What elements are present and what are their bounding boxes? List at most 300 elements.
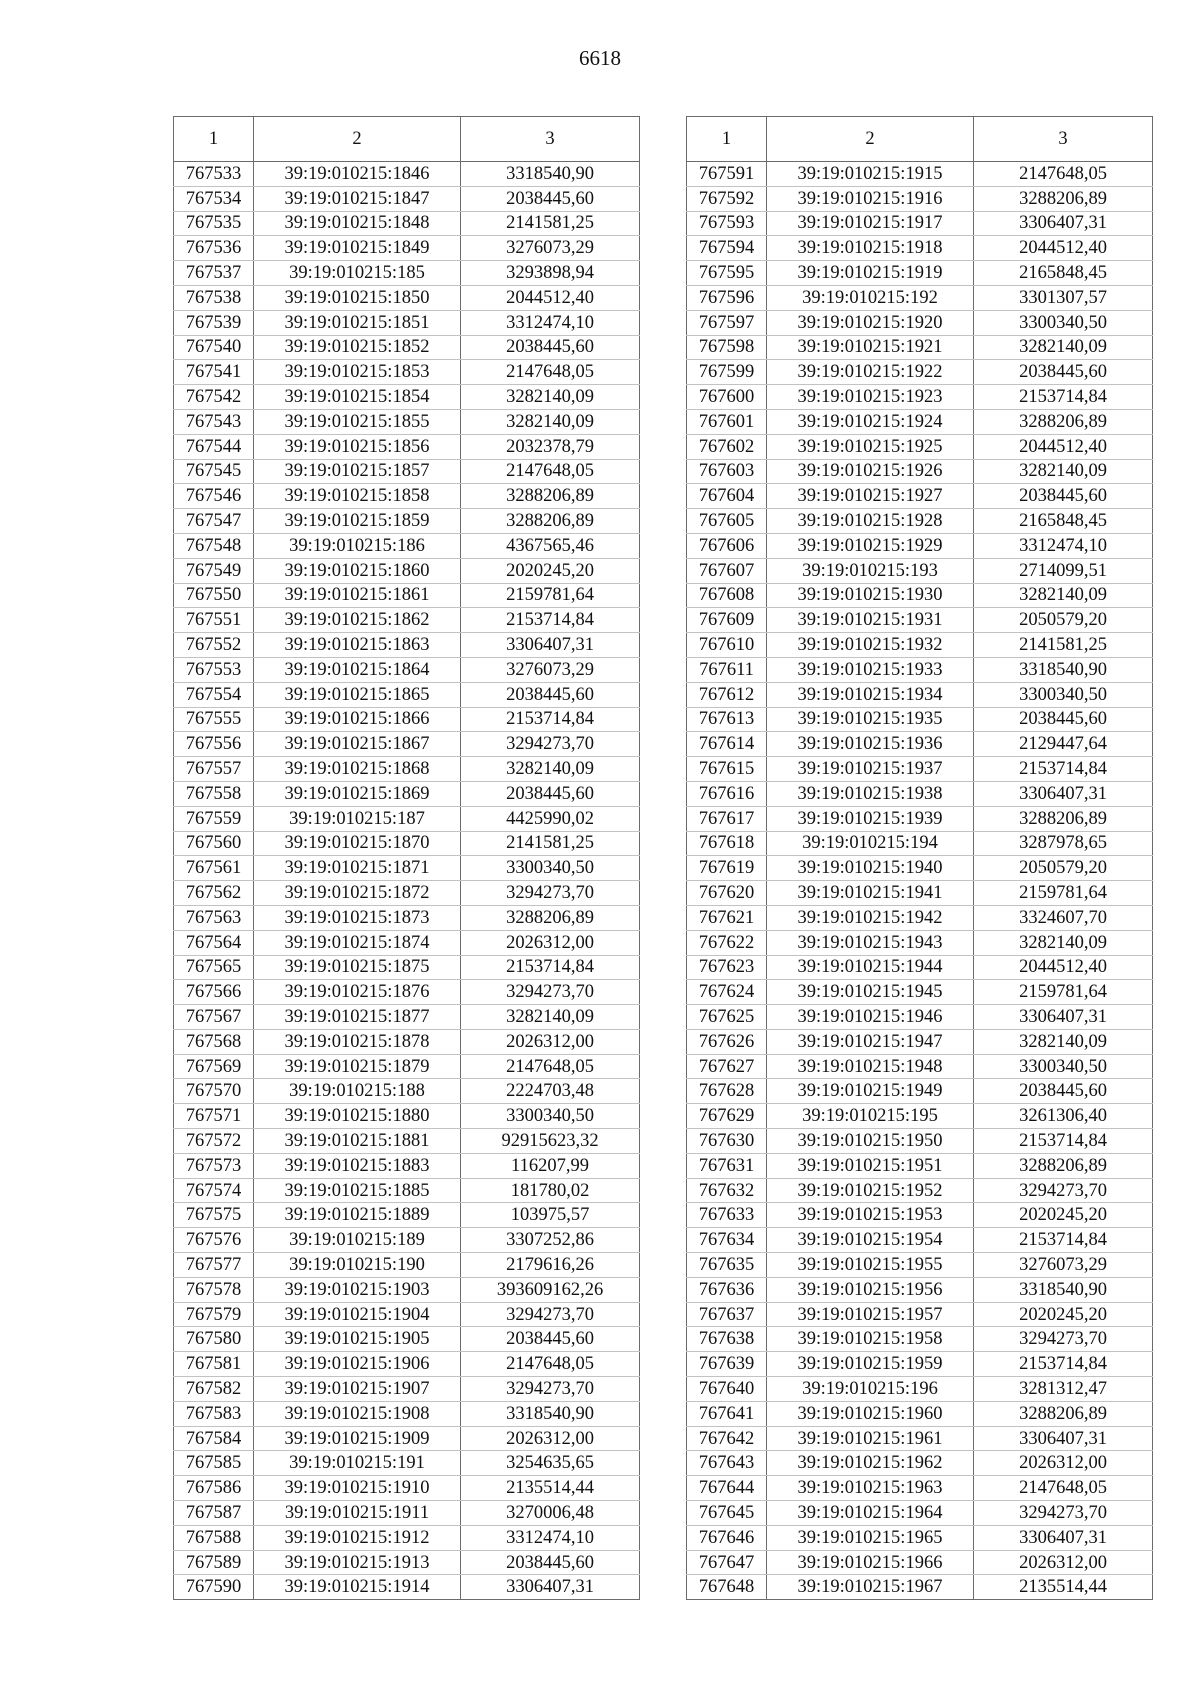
cell-value: 2179616,26: [461, 1253, 640, 1278]
cell-number: 767573: [174, 1153, 254, 1178]
table-row: [687, 1178, 1153, 1203]
cell-cadastral-number: 39:19:010215:1855: [254, 409, 461, 434]
column-header-number: 1: [687, 117, 767, 162]
cell-number: 767631: [687, 1153, 767, 1178]
cell-cadastral-number: 39:19:010215:1954: [767, 1228, 974, 1253]
cell-cadastral-number: 39:19:010215:1853: [254, 360, 461, 385]
table-row: [174, 533, 640, 558]
cell-value: 103975,57: [461, 1203, 640, 1228]
cell-cadastral-number: 39:19:010215:189: [254, 1228, 461, 1253]
cell-number: 767623: [687, 955, 767, 980]
cell-cadastral-number: 39:19:010215:1913: [254, 1550, 461, 1575]
table-row: [174, 856, 640, 881]
cell-number: 767632: [687, 1178, 767, 1203]
cell-cadastral-number: 39:19:010215:1967: [767, 1575, 974, 1600]
table-row: [174, 1178, 640, 1203]
cell-value: 3300340,50: [974, 310, 1153, 335]
cell-cadastral-number: 39:19:010215:1876: [254, 980, 461, 1005]
table-row: [687, 1079, 1153, 1104]
cell-value: 2038445,60: [974, 707, 1153, 732]
table-row: [687, 1377, 1153, 1402]
cell-cadastral-number: 39:19:010215:1854: [254, 385, 461, 410]
cell-number: 767613: [687, 707, 767, 732]
table-row: [687, 335, 1153, 360]
cell-cadastral-number: 39:19:010215:1878: [254, 1029, 461, 1054]
cell-cadastral-number: 39:19:010215:1867: [254, 732, 461, 757]
table-row: [687, 310, 1153, 335]
table-row: [687, 434, 1153, 459]
cell-cadastral-number: 39:19:010215:194: [767, 831, 974, 856]
cell-value: 2224703,48: [461, 1079, 640, 1104]
table-row: [687, 905, 1153, 930]
cell-number: 767605: [687, 509, 767, 534]
table-row: [687, 1253, 1153, 1278]
cell-number: 767591: [687, 162, 767, 187]
table-row: [687, 162, 1153, 187]
registry-table-right: [686, 116, 1153, 1600]
cell-value: 2026312,00: [974, 1550, 1153, 1575]
cell-number: 767638: [687, 1327, 767, 1352]
cell-number: 767567: [174, 1005, 254, 1030]
cell-cadastral-number: 39:19:010215:1880: [254, 1104, 461, 1129]
cell-number: 767575: [174, 1203, 254, 1228]
cell-number: 767637: [687, 1302, 767, 1327]
table-row: [174, 608, 640, 633]
table-row: [174, 1501, 640, 1526]
table-row: [174, 1153, 640, 1178]
cell-cadastral-number: 39:19:010215:1958: [767, 1327, 974, 1352]
cell-value: 2044512,40: [974, 955, 1153, 980]
cell-number: 767619: [687, 856, 767, 881]
cell-number: 767588: [174, 1525, 254, 1550]
cell-value: 3281312,47: [974, 1377, 1153, 1402]
cell-value: 3294273,70: [461, 881, 640, 906]
cell-value: 3282140,09: [974, 335, 1153, 360]
cell-value: 3307252,86: [461, 1228, 640, 1253]
cell-value: 3276073,29: [461, 657, 640, 682]
cell-number: 767635: [687, 1253, 767, 1278]
table-row: [687, 930, 1153, 955]
table-row: [687, 757, 1153, 782]
cell-value: 2050579,20: [974, 608, 1153, 633]
table-row: [174, 1054, 640, 1079]
cell-cadastral-number: 39:19:010215:1889: [254, 1203, 461, 1228]
cell-cadastral-number: 39:19:010215:191: [254, 1451, 461, 1476]
table-row: [687, 1277, 1153, 1302]
cell-number: 767534: [174, 186, 254, 211]
cell-value: 2050579,20: [974, 856, 1153, 881]
cell-number: 767577: [174, 1253, 254, 1278]
cell-value: 2038445,60: [974, 1079, 1153, 1104]
table-row: [687, 583, 1153, 608]
cell-number: 767538: [174, 285, 254, 310]
cell-number: 767578: [174, 1277, 254, 1302]
table-row: [687, 360, 1153, 385]
cell-cadastral-number: 39:19:010215:1907: [254, 1377, 461, 1402]
table-row: [687, 1005, 1153, 1030]
cell-value: 2141581,25: [974, 633, 1153, 658]
cell-cadastral-number: 39:19:010215:186: [254, 533, 461, 558]
cell-value: 2038445,60: [461, 186, 640, 211]
cell-cadastral-number: 39:19:010215:196: [767, 1377, 974, 1402]
cell-value: 3294273,70: [974, 1501, 1153, 1526]
cell-cadastral-number: 39:19:010215:1911: [254, 1501, 461, 1526]
cell-number: 767630: [687, 1129, 767, 1154]
cell-cadastral-number: 39:19:010215:1905: [254, 1327, 461, 1352]
cell-number: 767563: [174, 905, 254, 930]
table-row: [687, 657, 1153, 682]
cell-cadastral-number: 39:19:010215:1859: [254, 509, 461, 534]
table-row: [687, 955, 1153, 980]
table-row: [687, 1153, 1153, 1178]
table-row: [174, 781, 640, 806]
cell-value: 2141581,25: [461, 211, 640, 236]
table-row: [687, 285, 1153, 310]
cell-value: 3306407,31: [974, 781, 1153, 806]
cell-number: 767598: [687, 335, 767, 360]
cell-value: 2147648,05: [461, 1054, 640, 1079]
cell-cadastral-number: 39:19:010215:1928: [767, 509, 974, 534]
table-row: [687, 881, 1153, 906]
cell-number: 767612: [687, 682, 767, 707]
cell-value: 3282140,09: [461, 409, 640, 434]
cell-number: 767562: [174, 881, 254, 906]
table-row: [174, 1129, 640, 1154]
cell-number: 767642: [687, 1426, 767, 1451]
cell-value: 3324607,70: [974, 905, 1153, 930]
table-row: [174, 806, 640, 831]
cell-number: 767570: [174, 1079, 254, 1104]
table-row: [174, 831, 640, 856]
cell-cadastral-number: 39:19:010215:1965: [767, 1525, 974, 1550]
cell-number: 767535: [174, 211, 254, 236]
cell-value: 3288206,89: [461, 905, 640, 930]
table-row: [174, 1525, 640, 1550]
cell-cadastral-number: 39:19:010215:1946: [767, 1005, 974, 1030]
cell-value: 2165848,45: [974, 509, 1153, 534]
cell-value: 3306407,31: [974, 1005, 1153, 1030]
cell-number: 767587: [174, 1501, 254, 1526]
cell-number: 767533: [174, 162, 254, 187]
cell-cadastral-number: 39:19:010215:1930: [767, 583, 974, 608]
cell-value: 3282140,09: [974, 1029, 1153, 1054]
cell-number: 767571: [174, 1104, 254, 1129]
table-row: [174, 905, 640, 930]
cell-number: 767547: [174, 509, 254, 534]
cell-cadastral-number: 39:19:010215:1903: [254, 1277, 461, 1302]
cell-number: 767561: [174, 856, 254, 881]
cell-value: 2153714,84: [974, 1129, 1153, 1154]
cell-value: 3287978,65: [974, 831, 1153, 856]
cell-cadastral-number: 39:19:010215:1883: [254, 1153, 461, 1178]
cell-number: 767606: [687, 533, 767, 558]
cell-number: 767622: [687, 930, 767, 955]
cell-number: 767586: [174, 1476, 254, 1501]
cell-cadastral-number: 39:19:010215:1866: [254, 707, 461, 732]
cell-value: 3306407,31: [461, 1575, 640, 1600]
cell-cadastral-number: 39:19:010215:1966: [767, 1550, 974, 1575]
cell-cadastral-number: 39:19:010215:1960: [767, 1401, 974, 1426]
cell-cadastral-number: 39:19:010215:1933: [767, 657, 974, 682]
cell-cadastral-number: 39:19:010215:1925: [767, 434, 974, 459]
table-row: [174, 385, 640, 410]
table-row: [687, 459, 1153, 484]
cell-number: 767609: [687, 608, 767, 633]
cell-value: 2044512,40: [974, 236, 1153, 261]
page-number: 6618: [579, 46, 621, 70]
cell-number: 767594: [687, 236, 767, 261]
table-row: [687, 831, 1153, 856]
cell-cadastral-number: 39:19:010215:185: [254, 261, 461, 286]
cell-cadastral-number: 39:19:010215:1914: [254, 1575, 461, 1600]
cell-number: 767590: [174, 1575, 254, 1600]
table-row: [687, 1476, 1153, 1501]
cell-value: 3294273,70: [461, 732, 640, 757]
cell-cadastral-number: 39:19:010215:1868: [254, 757, 461, 782]
cell-number: 767558: [174, 781, 254, 806]
cell-value: 3306407,31: [974, 1426, 1153, 1451]
table-row: [687, 1525, 1153, 1550]
cell-cadastral-number: 39:19:010215:1922: [767, 360, 974, 385]
cell-cadastral-number: 39:19:010215:1931: [767, 608, 974, 633]
table-row: [687, 533, 1153, 558]
cell-value: 2141581,25: [461, 831, 640, 856]
cell-value: 2165848,45: [974, 261, 1153, 286]
cell-value: 2147648,05: [461, 360, 640, 385]
cell-number: 767546: [174, 484, 254, 509]
cell-value: 2038445,60: [974, 484, 1153, 509]
cell-number: 767592: [687, 186, 767, 211]
cell-value: 3300340,50: [974, 1054, 1153, 1079]
column-header-value: 3: [974, 117, 1153, 162]
cell-cadastral-number: 39:19:010215:1918: [767, 236, 974, 261]
table-row: [174, 434, 640, 459]
cell-cadastral-number: 39:19:010215:1858: [254, 484, 461, 509]
cell-cadastral-number: 39:19:010215:1962: [767, 1451, 974, 1476]
cell-value: 3276073,29: [461, 236, 640, 261]
cell-value: 2147648,05: [461, 1352, 640, 1377]
cell-cadastral-number: 39:19:010215:1915: [767, 162, 974, 187]
cell-cadastral-number: 39:19:010215:1951: [767, 1153, 974, 1178]
cell-value: 3306407,31: [974, 211, 1153, 236]
cell-number: 767645: [687, 1501, 767, 1526]
cell-number: 767554: [174, 682, 254, 707]
cell-number: 767559: [174, 806, 254, 831]
cell-cadastral-number: 39:19:010215:1941: [767, 881, 974, 906]
cell-cadastral-number: 39:19:010215:1920: [767, 310, 974, 335]
table-row: [174, 1377, 640, 1402]
cell-number: 767549: [174, 558, 254, 583]
cell-number: 767643: [687, 1451, 767, 1476]
cell-cadastral-number: 39:19:010215:1919: [767, 261, 974, 286]
table-body-right: [687, 162, 1153, 1600]
cell-value: 2135514,44: [974, 1575, 1153, 1600]
cell-value: 3288206,89: [974, 1153, 1153, 1178]
cell-value: 2044512,40: [974, 434, 1153, 459]
cell-number: 767626: [687, 1029, 767, 1054]
cell-value: 2038445,60: [461, 1550, 640, 1575]
cell-cadastral-number: 39:19:010215:1872: [254, 881, 461, 906]
cell-value: 2153714,84: [974, 1352, 1153, 1377]
cell-cadastral-number: 39:19:010215:1921: [767, 335, 974, 360]
cell-number: 767644: [687, 1476, 767, 1501]
cell-value: 3306407,31: [461, 633, 640, 658]
cell-cadastral-number: 39:19:010215:1851: [254, 310, 461, 335]
table-row: [687, 1104, 1153, 1129]
cell-number: 767628: [687, 1079, 767, 1104]
table-row: [174, 186, 640, 211]
cell-value: 3288206,89: [461, 509, 640, 534]
cell-value: 181780,02: [461, 1178, 640, 1203]
cell-number: 767572: [174, 1129, 254, 1154]
cell-cadastral-number: 39:19:010215:1944: [767, 955, 974, 980]
cell-cadastral-number: 39:19:010215:1945: [767, 980, 974, 1005]
table-row: [174, 583, 640, 608]
table-row: [174, 211, 640, 236]
cell-number: 767574: [174, 1178, 254, 1203]
cell-value: 3288206,89: [974, 186, 1153, 211]
cell-cadastral-number: 39:19:010215:1934: [767, 682, 974, 707]
cell-cadastral-number: 39:19:010215:1929: [767, 533, 974, 558]
cell-cadastral-number: 39:19:010215:1955: [767, 1253, 974, 1278]
cell-cadastral-number: 39:19:010215:1940: [767, 856, 974, 881]
cell-number: 767582: [174, 1377, 254, 1402]
cell-number: 767604: [687, 484, 767, 509]
table-row: [174, 1327, 640, 1352]
cell-value: 3294273,70: [461, 1377, 640, 1402]
cell-cadastral-number: 39:19:010215:1885: [254, 1178, 461, 1203]
cell-cadastral-number: 39:19:010215:1910: [254, 1476, 461, 1501]
column-header-value: 3: [461, 117, 640, 162]
table-row: [174, 261, 640, 286]
cell-cadastral-number: 39:19:010215:1848: [254, 211, 461, 236]
table-row: [687, 781, 1153, 806]
cell-number: 767589: [174, 1550, 254, 1575]
cell-cadastral-number: 39:19:010215:188: [254, 1079, 461, 1104]
cell-cadastral-number: 39:19:010215:1862: [254, 608, 461, 633]
table-row: [174, 360, 640, 385]
cell-cadastral-number: 39:19:010215:1873: [254, 905, 461, 930]
cell-cadastral-number: 39:19:010215:1938: [767, 781, 974, 806]
cell-number: 767536: [174, 236, 254, 261]
table-row: [687, 633, 1153, 658]
cell-value: 2038445,60: [461, 335, 640, 360]
cell-value: 2032378,79: [461, 434, 640, 459]
cell-value: 4425990,02: [461, 806, 640, 831]
table-header-row: [174, 117, 640, 162]
table-row: [687, 1550, 1153, 1575]
cell-cadastral-number: 39:19:010215:1916: [767, 186, 974, 211]
cell-value: 3294273,70: [461, 980, 640, 1005]
cell-number: 767597: [687, 310, 767, 335]
cell-cadastral-number: 39:19:010215:1939: [767, 806, 974, 831]
table-row: [174, 657, 640, 682]
cell-number: 767543: [174, 409, 254, 434]
cell-cadastral-number: 39:19:010215:1847: [254, 186, 461, 211]
cell-value: 3294273,70: [974, 1178, 1153, 1203]
cell-number: 767624: [687, 980, 767, 1005]
column-header-cadastral: 2: [254, 117, 461, 162]
cell-value: 3282140,09: [461, 385, 640, 410]
cell-number: 767608: [687, 583, 767, 608]
cell-number: 767580: [174, 1327, 254, 1352]
cell-value: 3293898,94: [461, 261, 640, 286]
table-row: [174, 930, 640, 955]
cell-cadastral-number: 39:19:010215:1861: [254, 583, 461, 608]
cell-number: 767641: [687, 1401, 767, 1426]
cell-value: 3288206,89: [461, 484, 640, 509]
cell-value: 2020245,20: [974, 1203, 1153, 1228]
table-row: [174, 236, 640, 261]
cell-value: 2026312,00: [974, 1451, 1153, 1476]
cell-cadastral-number: 39:19:010215:1879: [254, 1054, 461, 1079]
table-row: [687, 1129, 1153, 1154]
table-row: [174, 1228, 640, 1253]
table-row: [687, 509, 1153, 534]
cell-cadastral-number: 39:19:010215:1963: [767, 1476, 974, 1501]
cell-cadastral-number: 39:19:010215:1932: [767, 633, 974, 658]
registry-table-left: [173, 116, 640, 1600]
cell-number: 767585: [174, 1451, 254, 1476]
table-row: [174, 1277, 640, 1302]
cell-cadastral-number: 39:19:010215:1869: [254, 781, 461, 806]
cell-cadastral-number: 39:19:010215:1964: [767, 1501, 974, 1526]
cell-number: 767576: [174, 1228, 254, 1253]
cell-cadastral-number: 39:19:010215:1904: [254, 1302, 461, 1327]
cell-value: 2026312,00: [461, 930, 640, 955]
table-row: [174, 732, 640, 757]
cell-cadastral-number: 39:19:010215:1863: [254, 633, 461, 658]
table-row: [174, 1302, 640, 1327]
cell-cadastral-number: 39:19:010215:1877: [254, 1005, 461, 1030]
table-row: [687, 1054, 1153, 1079]
cell-value: 393609162,26: [461, 1277, 640, 1302]
cell-cadastral-number: 39:19:010215:1948: [767, 1054, 974, 1079]
cell-number: 767639: [687, 1352, 767, 1377]
table-row: [174, 1451, 640, 1476]
cell-value: 2153714,84: [974, 757, 1153, 782]
table-row: [174, 1079, 640, 1104]
cell-number: 767556: [174, 732, 254, 757]
cell-number: 767629: [687, 1104, 767, 1129]
table-row: [174, 1253, 640, 1278]
cell-cadastral-number: 39:19:010215:1865: [254, 682, 461, 707]
cell-cadastral-number: 39:19:010215:1857: [254, 459, 461, 484]
cell-value: 3318540,90: [461, 1401, 640, 1426]
cell-cadastral-number: 39:19:010215:1949: [767, 1079, 974, 1104]
cell-cadastral-number: 39:19:010215:1874: [254, 930, 461, 955]
cell-number: 767607: [687, 558, 767, 583]
cell-cadastral-number: 39:19:010215:192: [767, 285, 974, 310]
cell-cadastral-number: 39:19:010215:1917: [767, 211, 974, 236]
table-row: [174, 707, 640, 732]
cell-number: 767583: [174, 1401, 254, 1426]
table-row: [687, 1029, 1153, 1054]
table-body-left: [174, 162, 640, 1600]
cell-value: 2020245,20: [974, 1302, 1153, 1327]
cell-cadastral-number: 39:19:010215:1875: [254, 955, 461, 980]
cell-cadastral-number: 39:19:010215:1950: [767, 1129, 974, 1154]
table-row: [687, 1501, 1153, 1526]
cell-number: 767542: [174, 385, 254, 410]
cell-number: 767617: [687, 806, 767, 831]
cell-value: 2026312,00: [461, 1029, 640, 1054]
cell-cadastral-number: 39:19:010215:1935: [767, 707, 974, 732]
cell-value: 3318540,90: [974, 1277, 1153, 1302]
cell-cadastral-number: 39:19:010215:193: [767, 558, 974, 583]
cell-cadastral-number: 39:19:010215:1881: [254, 1129, 461, 1154]
cell-number: 767636: [687, 1277, 767, 1302]
